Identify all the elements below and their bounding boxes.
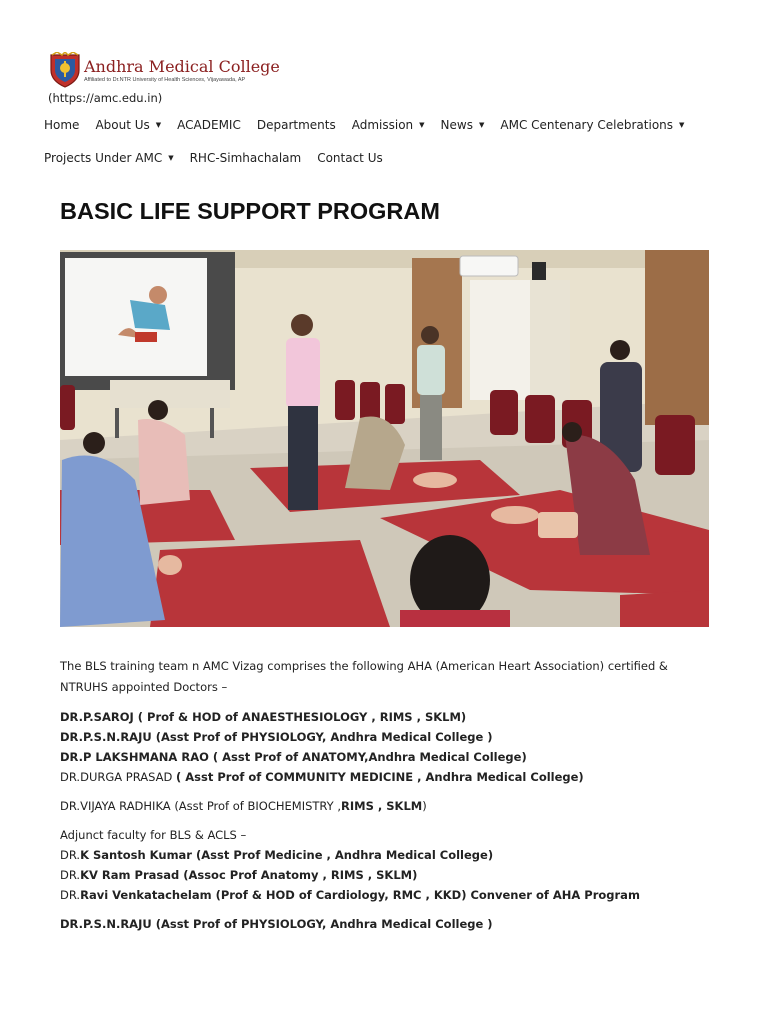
nav-about-us[interactable]: About Us ▼ bbox=[95, 118, 162, 132]
intro-paragraph: The BLS training team n AMC Vizag comprises the following AHA (American Heart Association) certified & NTRUHS appointed Doctors – bbox=[60, 659, 668, 694]
nav-amc-centenary[interactable]: AMC Centenary Celebrations ▼ bbox=[500, 118, 685, 132]
nav-news[interactable]: News ▼ bbox=[440, 118, 485, 132]
logo-title: Andhra Medical College bbox=[84, 56, 280, 76]
chevron-down-icon: ▼ bbox=[155, 121, 162, 129]
chevron-down-icon: ▼ bbox=[478, 121, 485, 129]
doctor-entry: DR.P.S.N.RAJU (Asst Prof of PHYSIOLOGY, Andhra Medical College ) bbox=[60, 730, 493, 744]
logo-subtitle: Affiliated to Dr.NTR University of Health Sciences, Vijayawada, AP bbox=[84, 76, 246, 83]
doctor-entry: DR.VIJAYA RADHIKA (Asst Prof of BIOCHEMISTRY ,RIMS , SKLM) bbox=[60, 799, 427, 813]
nav-home[interactable]: Home bbox=[44, 118, 80, 132]
main-nav-row-1 bbox=[44, 118, 700, 132]
nav-rhc-simhachalam[interactable]: RHC-Simhachalam bbox=[189, 151, 302, 165]
nav-admission[interactable]: Admission ▼ bbox=[351, 118, 425, 132]
site-logo[interactable] bbox=[48, 52, 280, 88]
chevron-down-icon: ▼ bbox=[168, 154, 174, 162]
doctor-entry: DR.P LAKSHMANA RAO ( Asst Prof of ANATOMY,Andhra Medical College) bbox=[60, 750, 527, 764]
doctor-entry: DR.P.SAROJ ( Prof & HOD of ANAESTHESIOLOGY , RIMS , SKLM) bbox=[60, 710, 467, 724]
adjunct-heading: Adjunct faculty for BLS & ACLS – bbox=[60, 828, 247, 842]
chevron-down-icon: ▼ bbox=[419, 121, 425, 129]
main-nav-row-2 bbox=[44, 151, 399, 165]
doctor-entry: DR.DURGA PRASAD ( Asst Prof of COMMUNITY MEDICINE , Andhra Medical College) bbox=[60, 770, 584, 784]
nav-projects-under-amc[interactable]: Projects Under AMC ▼ bbox=[44, 151, 174, 165]
adjunct-entry: DR.Ravi Venkatachelam (Prof & HOD of Cardiology, RMC , KKD) Convener of AHA Program bbox=[60, 888, 640, 902]
nav-departments[interactable]: Departments bbox=[256, 118, 336, 132]
bls-team-content bbox=[60, 656, 710, 934]
adjunct-entry: DR.KV Ram Prasad (Assoc Prof Anatomy , RIMS , SKLM) bbox=[60, 868, 418, 882]
site-url[interactable]: (https://amc.edu.in) bbox=[48, 91, 163, 105]
nav-academic[interactable]: ACADEMIC bbox=[177, 118, 241, 132]
college-crest-icon bbox=[48, 52, 82, 88]
closing-entry: DR.P.S.N.RAJU (Asst Prof of PHYSIOLOGY, Andhra Medical College ) bbox=[60, 917, 493, 931]
nav-contact-us[interactable]: Contact Us bbox=[317, 151, 383, 165]
adjunct-entry: DR.K Santosh Kumar (Asst Prof Medicine , Andhra Medical College) bbox=[60, 848, 494, 862]
chevron-down-icon: ▼ bbox=[679, 121, 685, 129]
bls-training-photo bbox=[60, 250, 709, 627]
page-title: BASIC LIFE SUPPORT PROGRAM bbox=[60, 198, 440, 224]
